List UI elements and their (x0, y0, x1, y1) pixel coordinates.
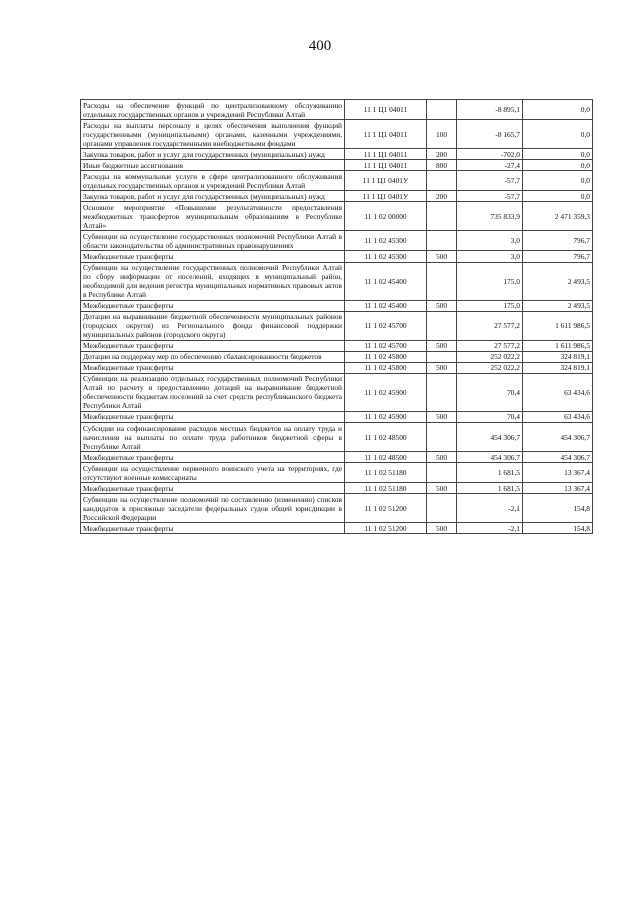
table-row (81, 100, 593, 120)
row-value-1-cell: 70,4 (457, 411, 523, 422)
table-row (81, 120, 593, 149)
row-expense-type-cell (427, 351, 457, 362)
table-row (81, 483, 593, 494)
row-code-cell: 11 1 02 45300 (345, 251, 427, 262)
table-row (81, 262, 593, 300)
row-value-1-cell: 735 833,9 (457, 202, 523, 231)
row-name-cell: Межбюджетные трансферты (81, 452, 345, 463)
row-value-1-cell: 252 022,2 (457, 351, 523, 362)
row-value-1-cell: 3,0 (457, 251, 523, 262)
row-value-2-cell: 0,0 (523, 120, 593, 149)
row-code-cell: 11 1 02 51180 (345, 463, 427, 483)
row-code-cell: 11 1 Ц1 0401У (345, 191, 427, 202)
table-row (81, 311, 593, 340)
table-row (81, 452, 593, 463)
row-name-cell: Межбюджетные трансферты (81, 300, 345, 311)
row-name-cell: Расходы на выплаты персоналу в целях обеспечения выполнения функций государственными (муниципальными) органами, казенными учреждениями, органами управления государственными внебюджетными фондами (81, 120, 345, 149)
row-value-2-cell: 0,0 (523, 191, 593, 202)
row-name-cell: Расходы на обеспечение функций по централизованному обслуживанию отдельных государственных органов и учреждений Республики Алтай (81, 100, 345, 120)
table-row (81, 411, 593, 422)
row-code-cell: 11 1 02 48500 (345, 423, 427, 452)
row-code-cell: 11 1 02 45900 (345, 411, 427, 422)
row-code-cell: 11 1 02 51200 (345, 494, 427, 523)
row-name-cell: Межбюджетные трансферты (81, 340, 345, 351)
row-name-cell: Межбюджетные трансферты (81, 523, 345, 534)
row-value-2-cell: 0,0 (523, 149, 593, 160)
row-expense-type-cell: 500 (427, 300, 457, 311)
table-row (81, 202, 593, 231)
row-value-2-cell: 13 367,4 (523, 483, 593, 494)
row-code-cell: 11 1 02 45900 (345, 373, 427, 411)
row-name-cell: Субсидии на софинансирование расходов местных бюджетов на оплату труда и начисления на выплаты по оплате труда работников бюджетной сферы в Республике Алтай (81, 423, 345, 452)
row-value-2-cell: 2 493,5 (523, 262, 593, 300)
row-code-cell: 11 1 Ц1 04011 (345, 120, 427, 149)
row-value-2-cell: 1 611 986,5 (523, 340, 593, 351)
row-value-2-cell: 154,8 (523, 523, 593, 534)
row-value-2-cell: 0,0 (523, 160, 593, 171)
row-name-cell: Закупка товаров, работ и услуг для государственных (муниципальных) нужд (81, 149, 345, 160)
row-code-cell: 11 1 02 45300 (345, 231, 427, 251)
row-expense-type-cell (427, 171, 457, 191)
row-name-cell: Субвенции на осуществление полномочий по составлению (изменению) списков кандидатов в присяжные заседатели федеральных судов общей юрисдикции в Российской Федерации (81, 494, 345, 523)
table-row (81, 340, 593, 351)
table-row (81, 351, 593, 362)
row-code-cell: 11 1 02 45700 (345, 340, 427, 351)
table-row (81, 171, 593, 191)
row-name-cell: Межбюджетные трансферты (81, 251, 345, 262)
row-name-cell: Субвенции на реализацию отдельных государственных полномочий Республики Алтай по расчету и предоставлению дотаций на выравнивание бюджетной обеспеченности бюджетам поселений за счет средств республиканского бюджета Республики Алтай (81, 373, 345, 411)
row-expense-type-cell: 500 (427, 483, 457, 494)
table-row (81, 191, 593, 202)
row-expense-type-cell: 500 (427, 452, 457, 463)
row-value-2-cell: 1 611 986,5 (523, 311, 593, 340)
row-value-2-cell: 63 434,6 (523, 411, 593, 422)
row-expense-type-cell (427, 311, 457, 340)
table-row (81, 149, 593, 160)
row-value-1-cell: -702,0 (457, 149, 523, 160)
row-expense-type-cell (427, 231, 457, 251)
row-expense-type-cell: 200 (427, 191, 457, 202)
row-expense-type-cell (427, 463, 457, 483)
row-expense-type-cell (427, 423, 457, 452)
row-code-cell: 11 1 02 45400 (345, 300, 427, 311)
row-code-cell: 11 1 02 45800 (345, 362, 427, 373)
row-expense-type-cell (427, 494, 457, 523)
table-row (81, 463, 593, 483)
row-value-2-cell: 0,0 (523, 171, 593, 191)
row-value-2-cell: 324 819,1 (523, 362, 593, 373)
row-expense-type-cell (427, 202, 457, 231)
row-value-1-cell: -57,7 (457, 171, 523, 191)
table-row (81, 300, 593, 311)
table-row (81, 231, 593, 251)
row-name-cell: Дотации на поддержку мер по обеспечению сбалансированности бюджетов (81, 351, 345, 362)
row-name-cell: Субвенции на осуществление государственных полномочий Республики Алтай по сбору информации от поселений, входящих в муниципальный район, необходимой для ведения регистра муниципальных нормативных правовых актов в Республике Алтай (81, 262, 345, 300)
row-value-1-cell: 1 681,5 (457, 463, 523, 483)
row-name-cell: Межбюджетные трансферты (81, 411, 345, 422)
row-expense-type-cell: 500 (427, 340, 457, 351)
row-value-1-cell: -2,1 (457, 523, 523, 534)
row-name-cell: Межбюджетные трансферты (81, 483, 345, 494)
row-value-1-cell: 454 306,7 (457, 423, 523, 452)
row-value-2-cell: 63 434,6 (523, 373, 593, 411)
row-expense-type-cell: 500 (427, 251, 457, 262)
row-code-cell: 11 1 Ц1 0401У (345, 171, 427, 191)
table-row (81, 494, 593, 523)
row-code-cell: 11 1 02 45800 (345, 351, 427, 362)
row-value-2-cell: 796,7 (523, 251, 593, 262)
row-code-cell: 11 1 02 00000 (345, 202, 427, 231)
table-row (81, 160, 593, 171)
row-value-2-cell: 2 471 359,3 (523, 202, 593, 231)
budget-table (80, 99, 593, 534)
row-value-2-cell: 0,0 (523, 100, 593, 120)
row-expense-type-cell (427, 373, 457, 411)
row-name-cell: Межбюджетные трансферты (81, 362, 345, 373)
row-value-2-cell: 2 493,5 (523, 300, 593, 311)
row-value-1-cell: 252 022,2 (457, 362, 523, 373)
row-value-2-cell: 454 306,7 (523, 423, 593, 452)
row-code-cell: 11 1 Ц1 04011 (345, 149, 427, 160)
row-value-2-cell: 13 367,4 (523, 463, 593, 483)
row-expense-type-cell: 500 (427, 362, 457, 373)
table-row (81, 523, 593, 534)
row-code-cell: 11 1 02 48500 (345, 452, 427, 463)
row-value-1-cell: 1 681,5 (457, 483, 523, 494)
row-code-cell: 11 1 02 45700 (345, 311, 427, 340)
row-name-cell: Расходы на коммунальные услуги в сфере централизованного обслуживания отдельных государственных органов и учреждений Республики Алтай (81, 171, 345, 191)
row-name-cell: Иные бюджетные ассигнования (81, 160, 345, 171)
row-name-cell: Закупка товаров, работ и услуг для государственных (муниципальных) нужд (81, 191, 345, 202)
row-value-1-cell: 3,0 (457, 231, 523, 251)
table-row (81, 373, 593, 411)
table-row (81, 251, 593, 262)
row-code-cell: 11 1 Ц1 04011 (345, 100, 427, 120)
row-value-1-cell: 70,4 (457, 373, 523, 411)
row-name-cell: Субвенции на осуществление государственных полномочий Республики Алтай в области законодательства об административных правонарушениях (81, 231, 345, 251)
row-value-1-cell: 27 577,2 (457, 340, 523, 351)
row-name-cell: Субвенции на осуществление первичного воинского учета на территориях, где отсутствуют военные комиссариаты (81, 463, 345, 483)
budget-table-body (81, 100, 593, 534)
row-expense-type-cell: 200 (427, 149, 457, 160)
row-expense-type-cell: 500 (427, 523, 457, 534)
table-row (81, 362, 593, 373)
row-value-2-cell: 154,8 (523, 494, 593, 523)
row-code-cell: 11 1 02 51200 (345, 523, 427, 534)
row-value-1-cell: 27 577,2 (457, 311, 523, 340)
row-value-2-cell: 324 819,1 (523, 351, 593, 362)
row-value-1-cell: 175,0 (457, 262, 523, 300)
row-value-1-cell: 454 306,7 (457, 452, 523, 463)
row-name-cell: Дотации на выравнивание бюджетной обеспеченности муниципальных районов (городских округов) из Регионального фонда финансовой поддержки муниципальных районов (городского округа) (81, 311, 345, 340)
row-value-1-cell: 175,0 (457, 300, 523, 311)
row-value-2-cell: 454 306,7 (523, 452, 593, 463)
row-expense-type-cell: 800 (427, 160, 457, 171)
row-code-cell: 11 1 02 45400 (345, 262, 427, 300)
row-value-1-cell: -27,4 (457, 160, 523, 171)
table-row (81, 423, 593, 452)
row-code-cell: 11 1 02 51180 (345, 483, 427, 494)
row-expense-type-cell (427, 262, 457, 300)
row-expense-type-cell: 100 (427, 120, 457, 149)
row-value-1-cell: -8 165,7 (457, 120, 523, 149)
page-number: 400 (308, 38, 332, 54)
row-code-cell: 11 1 Ц1 04011 (345, 160, 427, 171)
row-value-1-cell: -8 895,1 (457, 100, 523, 120)
row-value-1-cell: -57,7 (457, 191, 523, 202)
row-expense-type-cell (427, 100, 457, 120)
row-value-2-cell: 796,7 (523, 231, 593, 251)
row-name-cell: Основное мероприятие «Повышение результативности предоставления межбюджетных трансфертов муниципальным образованиям в Республике Алтай» (81, 202, 345, 231)
row-expense-type-cell: 500 (427, 411, 457, 422)
row-value-1-cell: -2,1 (457, 494, 523, 523)
